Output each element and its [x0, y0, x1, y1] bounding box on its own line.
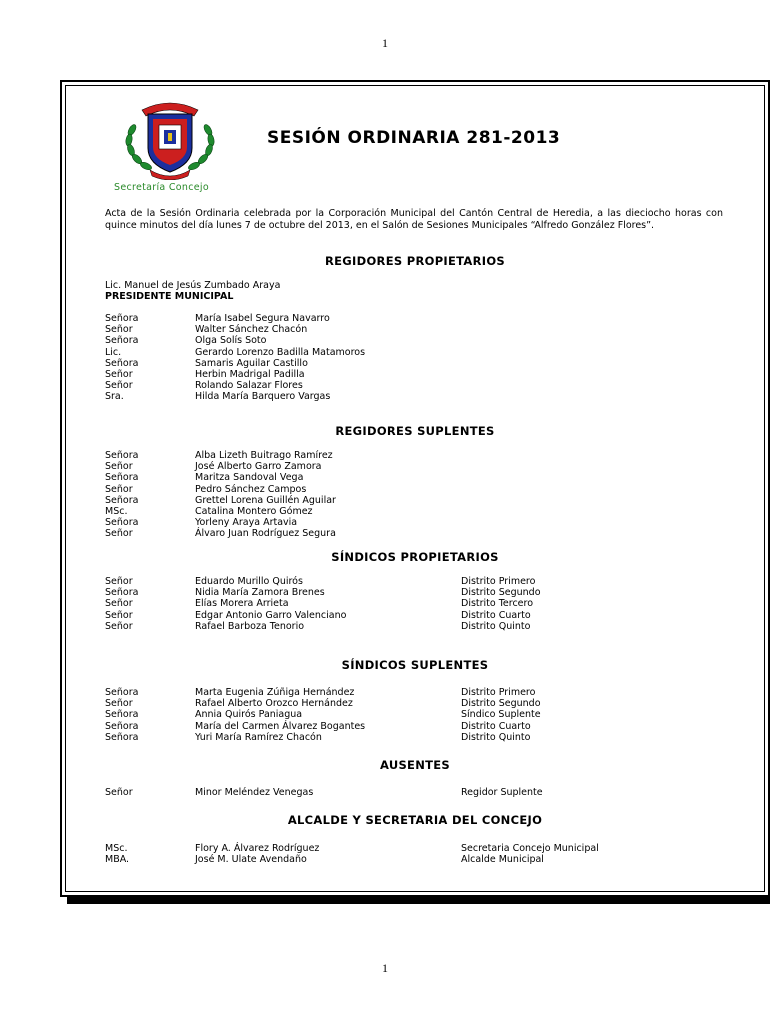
municipal-crest-logo [120, 92, 220, 180]
person-name: Olga Solís Soto [195, 335, 267, 347]
person-role: Secretaria Concejo Municipal [461, 843, 599, 854]
person-name: Walter Sánchez Chacón [195, 324, 308, 336]
document-frame [60, 80, 770, 897]
person-role: Distrito Cuarto [461, 720, 531, 732]
person-role: Distrito Primero [461, 687, 536, 698]
person-row [105, 472, 735, 483]
person-row [105, 391, 735, 402]
heading-regidores-propietarios: REGIDORES PROPIETARIOS [324, 254, 505, 268]
person-title: MBA. [105, 854, 130, 866]
person-row [105, 369, 735, 380]
heading-sindicos-suplentes: SÍNDICOS SUPLENTES [341, 658, 489, 672]
person-row [105, 732, 735, 743]
person-title: Señora [105, 494, 139, 506]
person-row [105, 610, 735, 621]
person-row [105, 324, 735, 335]
person-row [105, 587, 735, 598]
person-name: María del Carmen Álvarez Bogantes [195, 720, 366, 732]
person-name: Rafael Alberto Orozco Hernández [195, 698, 353, 710]
person-title: Señora [105, 517, 139, 529]
person-title: Señora [105, 720, 139, 732]
person-title: Señor [105, 620, 133, 632]
person-role: Síndico Suplente [461, 709, 541, 721]
person-title: Señor [105, 369, 133, 380]
person-name: Hilda María Barquero Vargas [195, 391, 331, 403]
person-title: Lic. [105, 346, 122, 358]
person-role: Distrito Cuarto [461, 609, 531, 621]
person-row [105, 709, 735, 720]
page-number-top: 1 [382, 36, 388, 50]
person-title: Señora [105, 357, 139, 369]
person-title: Señor [105, 461, 133, 473]
person-role: Distrito Segundo [461, 587, 541, 599]
person-name: Minor Meléndez Venegas [195, 787, 314, 798]
person-name: Yorleny Araya Artavia [195, 517, 298, 529]
person-title: Señora [105, 313, 139, 324]
person-row [105, 698, 735, 709]
person-title: Sra. [105, 391, 124, 403]
person-name: Samaris Aguilar Castillo [195, 357, 308, 369]
person-title: Señora [105, 587, 139, 599]
person-name: Flory A. Álvarez Rodríguez [195, 843, 320, 854]
person-name: Edgar Antonio Garro Valenciano [195, 609, 347, 621]
person-row [105, 517, 735, 528]
person-row [105, 450, 735, 461]
person-name: José Alberto Garro Zamora [195, 461, 322, 473]
person-row [105, 495, 735, 506]
presidente-name: Lic. Manuel de Jesús Zumbado Araya [105, 280, 281, 291]
person-role: Distrito Quinto [461, 731, 531, 743]
person-title: Señor [105, 528, 133, 540]
person-name: Álvaro Juan Rodríguez Segura [195, 528, 336, 540]
person-row [105, 358, 735, 369]
person-row [105, 621, 735, 632]
heading-ausentes: AUSENTES [379, 758, 451, 772]
person-row [105, 528, 735, 539]
person-name: Pedro Sánchez Campos [195, 483, 307, 495]
session-title: SESIÓN ORDINARIA 281-2013 [267, 128, 561, 148]
presidente-title: PRESIDENTE MUNICIPAL [105, 291, 234, 302]
person-row [105, 854, 735, 865]
secretaria-concejo-label: Secretaría Concejo [114, 182, 209, 193]
heading-regidores-suplentes: REGIDORES SUPLENTES [335, 424, 495, 438]
person-row [105, 576, 735, 587]
person-title: MSc. [105, 843, 128, 854]
person-name: José M. Ulate Avendaño [195, 854, 307, 866]
person-name: Catalina Montero Gómez [195, 506, 313, 517]
person-title: Señora [105, 687, 139, 698]
person-title: Señor [105, 787, 133, 798]
person-row [105, 461, 735, 472]
person-name: Rolando Salazar Flores [195, 380, 303, 392]
person-role: Distrito Primero [461, 576, 536, 587]
person-row [105, 335, 735, 346]
person-name: Annia Quirós Paniagua [195, 709, 303, 721]
page-number-bottom: 1 [382, 961, 388, 975]
person-row [105, 843, 735, 854]
person-title: Señora [105, 731, 139, 743]
person-row [105, 313, 735, 324]
person-name: Grettel Lorena Guillén Aguilar [195, 494, 336, 506]
person-row [105, 380, 735, 391]
person-name: Gerardo Lorenzo Badilla Matamoros [195, 346, 366, 358]
person-row [105, 484, 735, 495]
person-title: Señor [105, 698, 133, 710]
person-name: Rafael Barboza Tenorio [195, 620, 305, 632]
person-row [105, 598, 735, 609]
person-title: Señor [105, 576, 133, 587]
person-name: Elías Morera Arrieta [195, 598, 289, 610]
person-row [105, 506, 735, 517]
person-title: MSc. [105, 506, 128, 517]
person-row [105, 787, 735, 798]
person-name: Yuri María Ramírez Chacón [195, 731, 322, 743]
person-row [105, 721, 735, 732]
person-title: Señora [105, 450, 139, 461]
person-row [105, 347, 735, 358]
person-name: Nidia María Zamora Brenes [195, 587, 325, 599]
heading-sindicos-propietarios: SÍNDICOS PROPIETARIOS [331, 550, 499, 564]
person-title: Señor [105, 609, 133, 621]
person-name: Herbin Madrigal Padilla [195, 369, 305, 380]
person-title: Señor [105, 483, 133, 495]
person-name: María Isabel Segura Navarro [195, 313, 330, 324]
person-title: Señora [105, 472, 139, 484]
heading-alcalde-secretaria: ALCALDE Y SECRETARIA DEL CONCEJO [287, 813, 543, 827]
person-role: Alcalde Municipal [461, 854, 544, 866]
person-name: Marta Eugenia Zúñiga Hernández [195, 687, 355, 698]
person-title: Señora [105, 709, 139, 721]
person-name: Eduardo Murillo Quirós [195, 576, 303, 587]
person-role: Distrito Segundo [461, 698, 541, 710]
intro-paragraph: Acta de la Sesión Ordinaria celebrada por la Corporación Municipal del Cantón Central de Heredia, a las dieciocho horas con quince minutos del día lunes 7 de octubre del 2013, en el Salón de Sesiones Municipales “Alfredo González Flores”. [105, 208, 723, 231]
person-role: Distrito Tercero [461, 598, 534, 610]
person-name: Alba Lizeth Buitrago Ramírez [195, 450, 333, 461]
person-title: Señor [105, 598, 133, 610]
person-role: Distrito Quinto [461, 620, 531, 632]
person-title: Señor [105, 324, 133, 336]
person-title: Señor [105, 380, 133, 392]
person-name: Maritza Sandoval Vega [195, 472, 304, 484]
person-title: Señora [105, 335, 139, 347]
person-row [105, 687, 735, 698]
person-role: Regidor Suplente [461, 787, 543, 798]
